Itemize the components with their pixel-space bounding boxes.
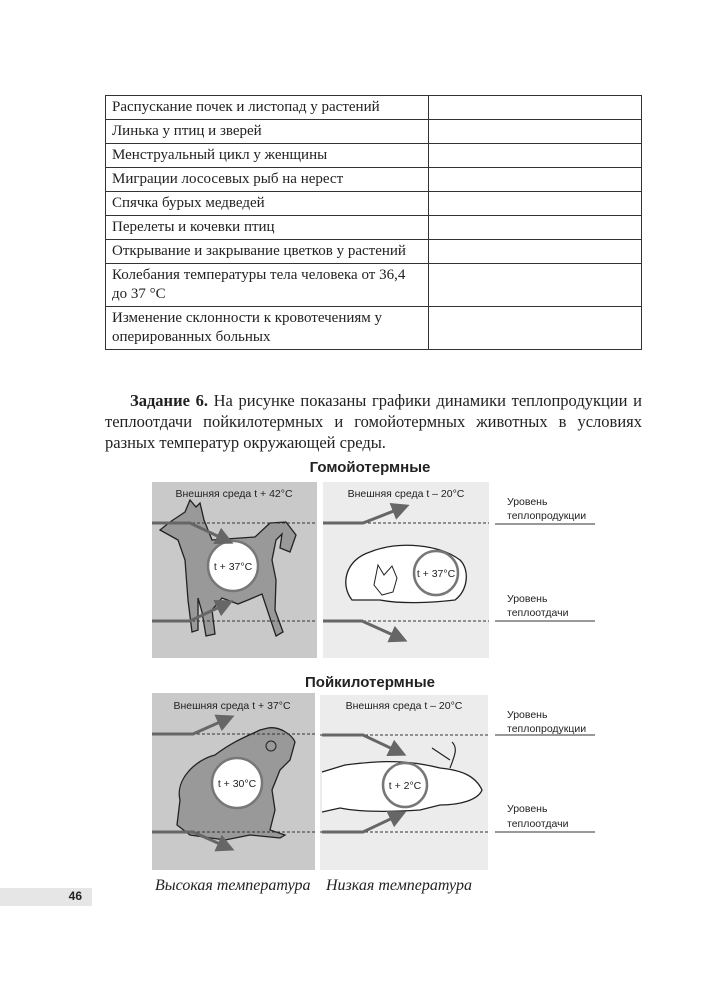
production-label: теплопродукции	[507, 723, 587, 735]
page-number: 46	[68, 889, 82, 903]
loss-label: теплоотдачи	[507, 607, 569, 619]
table-cell: Перелеты и кочевки птиц	[106, 216, 429, 240]
table-cell: Спячка бурых медведей	[106, 192, 429, 216]
level-label: Уровень	[507, 803, 548, 815]
task-text: На рисунке показаны графики динамики теплопродукции и теплоотдачи пойкилотермных и гомойотермных животных в условиях разных температур окружающей среды.	[105, 390, 642, 452]
level-label: Уровень	[507, 496, 548, 508]
page-number-box	[0, 888, 92, 906]
homeothermic-title: Гомойотермные	[309, 459, 431, 476]
task-label: Задание 6.	[130, 390, 208, 410]
env-temp-label: Внешняя среда t – 20°C	[347, 488, 465, 500]
poikilothermic-title: Пойкилотермные	[305, 674, 435, 691]
loss-label: теплоотдачи	[507, 818, 569, 830]
level-label: Уровень	[507, 709, 548, 721]
env-temp-label: Внешняя среда t + 37°C	[173, 700, 291, 712]
body-temp-label: t + 2°C	[388, 780, 422, 792]
env-temp-label: Внешняя среда t + 42°C	[175, 488, 293, 500]
body-temp-label: t + 37°C	[416, 568, 456, 580]
table-cell: Открывание и закрывание цветков у растений	[106, 240, 429, 264]
body-temp-label: t + 30°C	[217, 778, 257, 790]
caption-high-temp: Высокая температура	[155, 877, 311, 894]
caption-low-temp: Низкая температура	[326, 877, 472, 894]
table-cell: Менструальный цикл у женщины	[106, 144, 429, 168]
table-cell: Колебания температуры тела человека от 36,4 до 37 °С	[106, 264, 429, 307]
body-temp-label: t + 37°C	[213, 561, 253, 573]
table-cell: Линька у птиц и зверей	[106, 120, 429, 144]
table-cell: Изменение склонности к кровотечениям у оперированных больных	[106, 307, 429, 350]
table-cell: Распускание почек и листопад у растений	[106, 96, 429, 120]
production-label: теплопродукции	[507, 510, 587, 522]
env-temp-label: Внешняя среда t – 20°C	[345, 700, 463, 712]
level-label: Уровень	[507, 593, 548, 605]
table-cell: Миграции лососевых рыб на нерест	[106, 168, 429, 192]
